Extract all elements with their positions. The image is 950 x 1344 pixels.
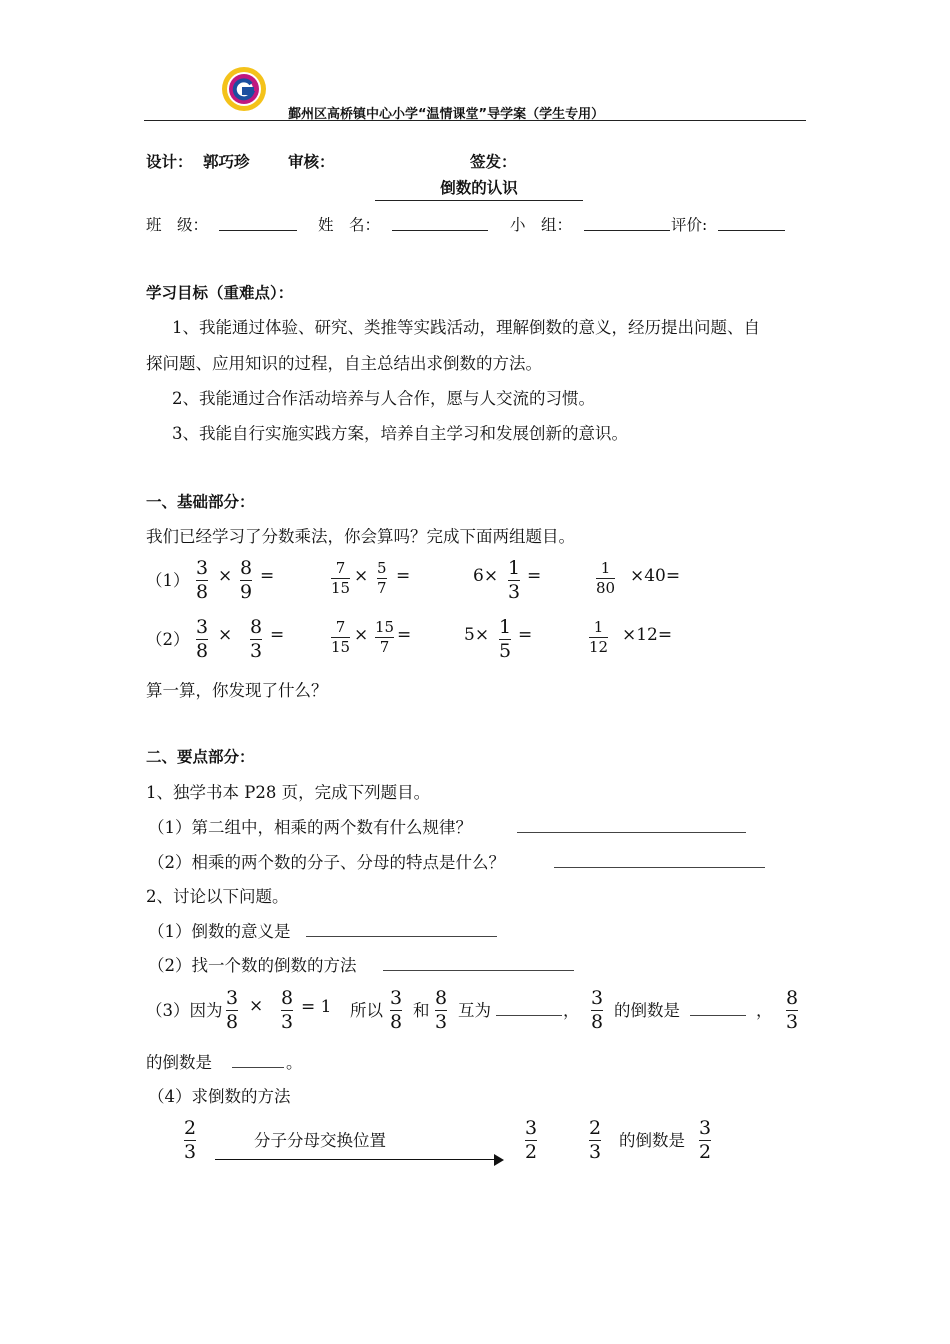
name-label: 姓 名： xyxy=(318,216,381,234)
multiplier-term: ×12= xyxy=(622,625,673,645)
eval-label: 评价: xyxy=(671,216,708,234)
review-label: 审核： xyxy=(288,152,335,171)
key-d3-and: 和 xyxy=(413,1001,430,1020)
fraction: 7 15 xyxy=(331,618,351,656)
key-heading: 二、要点部分： xyxy=(146,747,255,766)
fraction: 3 2 xyxy=(699,1117,712,1163)
class-field[interactable] xyxy=(219,213,297,231)
fraction: 3 8 xyxy=(591,987,604,1033)
row2-label: （2） xyxy=(146,630,190,649)
method-result-label: 的倒数是 xyxy=(619,1131,685,1150)
arrow-right-icon xyxy=(494,1154,504,1166)
name-field[interactable] xyxy=(392,213,488,231)
fraction: 3 2 xyxy=(525,1117,538,1163)
objective-3: 3、我能自行实施实践方案，培养自主学习和发展创新的意识。 xyxy=(172,424,628,443)
fraction: 1 80 xyxy=(596,559,616,597)
fraction: 8 3 xyxy=(281,987,294,1033)
eval-field[interactable] xyxy=(718,213,785,231)
times-sign: × xyxy=(218,566,233,586)
key-d3-so: 所以 xyxy=(350,1001,383,1020)
row1-label: （1） xyxy=(146,571,190,590)
key-q1: （1）第二组中，相乘的两个数有什么规律？ xyxy=(148,818,472,837)
comma: ， xyxy=(563,1001,580,1020)
equals-sign: = xyxy=(518,625,533,645)
answer-blank[interactable] xyxy=(690,997,746,1016)
equals-sign: = xyxy=(527,566,542,586)
lesson-title: 倒数的认识 xyxy=(375,176,583,201)
answer-blank[interactable] xyxy=(232,1049,284,1068)
key-d1: （1）倒数的意义是 xyxy=(148,922,291,941)
designer-name: 郭巧珍 xyxy=(203,152,250,171)
fraction: 7 15 xyxy=(331,559,351,597)
fraction: 8 3 xyxy=(786,987,799,1033)
answer-blank[interactable] xyxy=(554,849,765,868)
basic-question: 算一算，你发现了什么？ xyxy=(146,681,328,700)
group-field[interactable] xyxy=(584,213,670,231)
objective-1-line2: 探问题、应用知识的过程，自主总结出求倒数的方法。 xyxy=(146,354,542,373)
whole-number-term: 6× xyxy=(473,566,499,586)
objectives-heading: 学习目标（重难点）： xyxy=(146,283,294,302)
fraction: 1 5 xyxy=(499,616,512,662)
equals-sign: = xyxy=(260,566,275,586)
key-q2: （2）相乘的两个数的分子、分母的特点是什么？ xyxy=(148,853,505,872)
basic-intro: 我们已经学习了分数乘法，你会算吗？完成下面两组题目。 xyxy=(146,527,575,546)
times-sign: × xyxy=(249,996,264,1016)
school-logo-icon xyxy=(221,66,267,112)
header-title: 鄞州区高桥镇中心小学“温情课堂”导学案（学生专用） xyxy=(288,107,605,122)
key-d3-mutual: 互为 xyxy=(458,1001,491,1020)
issue-label: 签发： xyxy=(470,152,517,171)
fraction: 1 3 xyxy=(508,557,521,603)
whole-number-term: 5× xyxy=(464,625,490,645)
objective-2: 2、我能通过合作活动培养与人合作，愿与人交流的习惯。 xyxy=(172,389,595,408)
answer-blank[interactable] xyxy=(306,918,497,937)
header-divider xyxy=(144,120,806,121)
key-item-1: 1、独学书本 P28 页，完成下列题目。 xyxy=(146,783,431,802)
key-d3-because: （3）因为 xyxy=(146,1001,223,1020)
fraction: 8 3 xyxy=(250,616,263,662)
group-label: 小 组： xyxy=(510,216,573,234)
fraction: 3 8 xyxy=(196,616,209,662)
fraction: 3 8 xyxy=(226,987,239,1033)
equals-sign: = xyxy=(396,566,411,586)
fraction: 1 12 xyxy=(589,618,609,656)
answer-blank[interactable] xyxy=(383,952,574,971)
times-sign: × xyxy=(218,625,233,645)
method-label: 分子分母交换位置 xyxy=(254,1131,386,1150)
equals-sign: = xyxy=(397,625,412,645)
period: 。 xyxy=(286,1053,303,1072)
objective-1-line1: 1、我能通过体验、研究、类推等实践活动，理解倒数的意义，经历提出问题、自 xyxy=(172,318,760,337)
key-d3-reciprocal-is: 的倒数是 xyxy=(614,1001,680,1020)
key-d3-line2: 的倒数是 xyxy=(146,1053,212,1072)
times-sign: × xyxy=(354,566,369,586)
basic-heading: 一、基础部分： xyxy=(146,492,255,511)
answer-blank[interactable] xyxy=(517,814,746,833)
class-label: 班 级： xyxy=(146,216,209,234)
fraction: 3 8 xyxy=(390,987,403,1033)
fraction: 15 7 xyxy=(375,618,395,656)
times-sign: × xyxy=(354,625,369,645)
fraction: 2 3 xyxy=(589,1117,602,1163)
equals-one: = 1 xyxy=(301,997,332,1017)
equals-sign: = xyxy=(270,625,285,645)
key-d4: （4）求倒数的方法 xyxy=(148,1087,291,1106)
fraction: 8 3 xyxy=(435,987,448,1033)
key-d2: （2）找一个数的倒数的方法 xyxy=(148,956,357,975)
key-item-2: 2、讨论以下问题。 xyxy=(146,887,289,906)
fraction: 2 3 xyxy=(184,1117,197,1163)
comma: ， xyxy=(756,1001,773,1020)
answer-blank[interactable] xyxy=(496,997,562,1016)
multiplier-term: ×40= xyxy=(630,566,681,586)
arrow-line xyxy=(215,1159,498,1160)
fraction: 8 9 xyxy=(240,557,253,603)
fraction: 3 8 xyxy=(196,557,209,603)
fraction: 5 7 xyxy=(377,559,387,597)
design-label: 设计： xyxy=(146,152,193,171)
